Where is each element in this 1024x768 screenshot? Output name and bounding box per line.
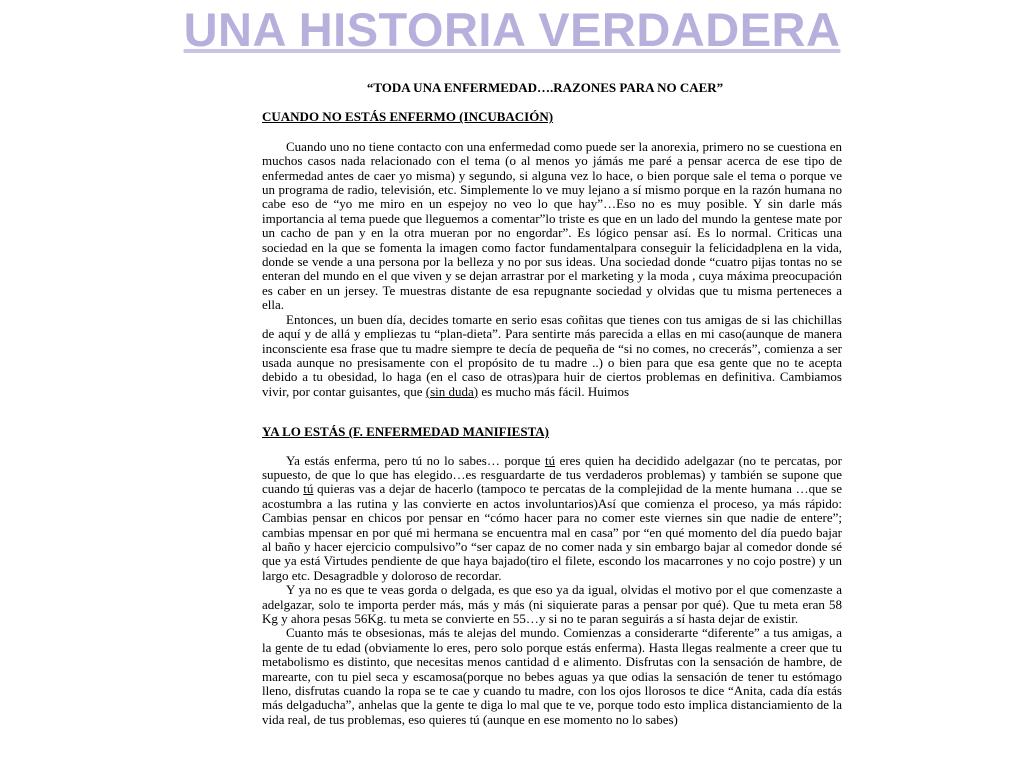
slide-title-text: UNA HISTORIA VERDADERA	[183, 3, 841, 56]
paragraph: Y ya no es que te veas gorda o delgada, es que eso ya da igual, olvidas el motivo por el que comenzaste a adelgazar, solo te importa perder más, más y más (ni siquierate paras a pensar por qué). Que tu meta eran 58 Kg y ahora pesas 56Kg. tu meta se convierte en 55…y si no te paran seguirás a sí hasta dejar de existir.	[262, 582, 842, 626]
paragraph-text: Entonces, un buen día, decides tomarte en serio esas coñitas que tienes con tus amigas de si las chichillas de aquí y de allá y empliezas tu “plan-dieta”. Para sentirte más parecida a ellas en mi caso(aunque de manera inconsciente esa frase que tu madre siempre te decía de pequeña de “si no comes, no crecerás”, comienza a ser usada aunque no presisamente con el propósito de tu madre ..) o bien para que esa gente que no te acepta debido a tu obesidad, lo haga (en el caso de otras)para huir de ciertos problemas en definitiva. Cambiamos vivir, por contar guisantes, que	[262, 311, 842, 399]
paragraph-text: Ya estás enferma, pero tú no lo sabes… porque	[286, 452, 545, 468]
paragraph: Cuanto más te obsesionas, más te alejas del mundo. Comienzas a considerarte “diferente” a tus amigas, a la gente de tu edad (obviamente lo eres, pero solo porque estás enferma). Hasta llegas realmente a creer que tu metabolismo es distinto, que necesitas menos cantidad d e alimento. Disfrutas con la sensación de hambre, de marearte, con tu piel seca y escamosa(porque no bebes aguas ya que odias la sensación de tener tu estómago lleno, disfrutas cuando la ropa se te cae y cuando tu madre, con los ojos llorosos te dice “Anita, cada día estás más delgaducha”, anhelas que la gente te diga lo mal que te ve, porque todo esto implica distanciamiento de la vida real, de tus problemas, eso quieres tú (aunque en ese momento no lo sabes)	[262, 625, 842, 727]
paragraph: Cuando uno no tiene contacto con una enfermedad como puede ser la anorexia, primero no se cuestiona en muchos casos nada relacionado con el tema (o al menos yo jámás me paré a pensar acerca de ese tipo de enfermedad antes de caer yo misma) y segundo, si alguna vez lo hace, o bien porque sale el tema o porque ve un programa de radio, televisión, etc. Simplemente lo ve muy lejano a sí mismo porque en la razón humana no cabe eso de “yo me miro en un espejoy no veo lo que hay”…Eso no es muy posible. Y sin darle más importancia al tema puede que lleguemos a comentar”lo triste es que en un lado del mundo la gentese mate por un cacho de pan y en la otra mueran por no engordar”. Es lógico pensar así. Es lo normal. Criticas una sociedad en la que se fomenta la imagen como factor fundamentalpara conseguir la felicidadplena en la vida, donde se vende a una persona por la belleza y no por sus ideas. Una sociedad donde “cuatro pijas tontas no se enteran del mundo en el que viven y se dejan arrastrar por el marketing y la moda , cuya máxima preocupación es caber en un jersey. Te muestras distante de esa repugnante sociedad y olvidas que tu misma perteneces a ella.	[262, 138, 842, 313]
document-page	[262, 79, 842, 727]
slide-title	[0, 2, 1024, 58]
paragraph	[262, 454, 842, 584]
paragraph-text: es mucho más fácil. Huimos	[478, 383, 630, 399]
section-heading-manifest: YA LO ESTÁS (F. ENFERMEDAD MANIFIESTA)	[262, 424, 550, 440]
paragraph-text: quieras vas a dejar de hacerlo (tampoco te percatas de la complejidad de la mente humana …que se acostumbra a las rutina y las convierte en actos involuntarios)Así que comienza el proceso, ya más rápido: Cambias pensar en chicos por pensar en “cómo hacer para no comer este viernes sin que nadie de entere”; cambias mpensar en por qué mi hermana se encuentra mal en casa” por “en qué momento del día puedo bajar al baño y hacer ejercicio compulsivo”o “ser capaz de no comer nada y sin embargo bajar al comedor donde sé que ya está Virtudes pendiente de que haya bajado(tiro el filete, escondo los macarrones y no cojo postre) y un largo etc. Desagradble y doloroso de recordar.	[262, 481, 842, 583]
paragraph-text: eres quien ha decidido adelgazar (no te percatas, por supuesto, de que lo que has elegido…es resguardarte de tus verdaderos problemas) y también se supone que cuando	[262, 452, 842, 497]
document-heading: “TODA UNA ENFERMEDAD….RAZONES PARA NO CAER”	[366, 80, 724, 95]
underlined-text: tú	[303, 481, 314, 497]
paragraph	[262, 313, 842, 399]
underlined-text: (sin duda)	[425, 383, 479, 399]
section-heading-incubation: CUANDO NO ESTÁS ENFERMO (INCUBACIÓN)	[262, 109, 554, 125]
underlined-text: tú	[544, 452, 556, 468]
